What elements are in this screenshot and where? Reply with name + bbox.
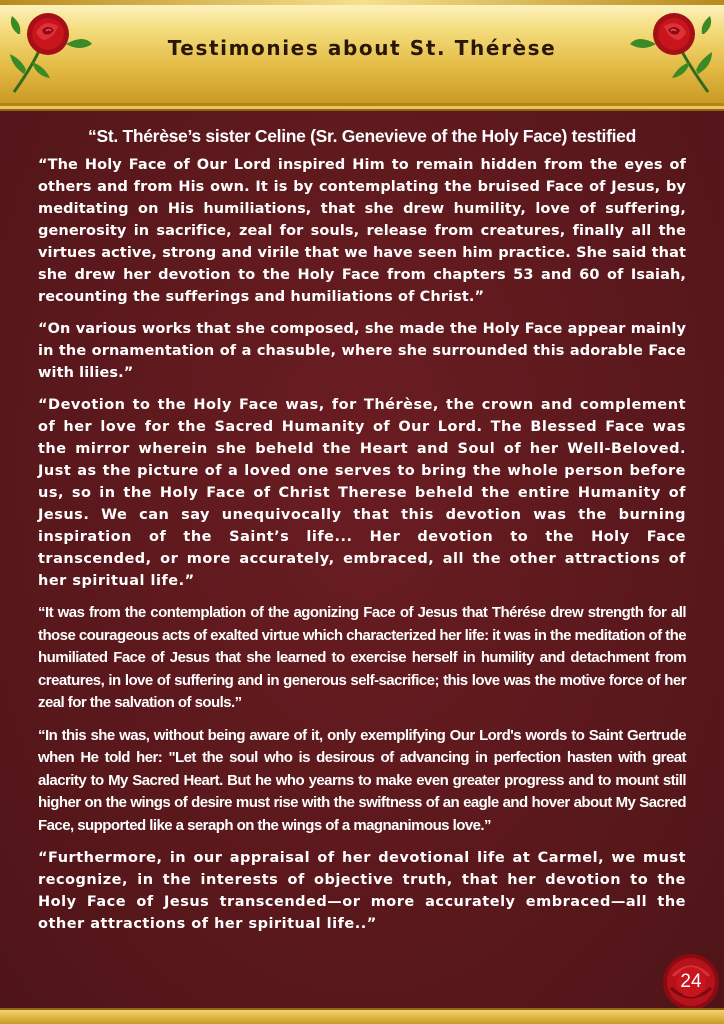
page-title: Testimonies about St. Thérèse [167,36,557,60]
header-banner [0,0,724,106]
red-rose-icon [626,4,718,96]
section-subtitle: “St. Thérèse’s sister Celine (Sr. Genevieve of the Holy Face) testified [88,126,636,146]
page-number: 24 [680,971,702,992]
testimony-paragraph: “It was from the contemplation of the agonizing Face of Jesus that Thérése drew strength for all those courageous acts of exalted virtue which characterized her life: it was in the meditation of the humiliated Face of Jesus that she learned to exercise herself in humility and detachment from creatures, in love of suffering and in generous self-sacrifice; this love was the motive force of her zeal for the salvation of souls.” [38,604,686,711]
testimony-paragraph: “On various works that she composed, she made the Holy Face appear mainly in the ornamentation of a chasuble, where she surrounded this adorable Face with lilies.” [38,321,686,381]
footer-band [0,1008,724,1024]
testimony-paragraph: “In this she was, without being aware of it, only exemplifying Our Lord's words to Saint Gertrude when He told her: "Let the soul who is desirous of advancing in perfection hasten with great alacrity to My Sacred Heart. But he who yearns to make even greater progress and to mount still higher on the wings of desire must rise with the swiftness of an eagle and hover about My Sacred Face, supported like a seraph on the wings of a magnanimous love.” [38,726,686,834]
testimonies-content [38,126,686,945]
testimony-paragraph: “Furthermore, in our appraisal of her devotional life at Carmel, we must recognize, in the interests of objective truth, that her devotion to the Holy Face of Jesus transcended—or more accurately embraced—all the other attractions of her spiritual life..” [38,850,686,932]
page-number-badge [661,952,721,1012]
testimony-paragraph: “The Holy Face of Our Lord inspired Him to remain hidden from the eyes of others and from His own. It is by contemplating the bruised Face of Jesus, by meditating on His humiliations, that she drew humility, love of suffering, generosity in sacrifice, zeal for souls, release from creatures, finally all the virtues active, strong and virile that we have seen him practice. She said that she drew her devotion to the Holy Face from chapters 53 and 60 of Isaiah, recounting the sufferings and humiliations of Christ.” [38,157,686,305]
testimony-paragraph: “Devotion to the Holy Face was, for Thérèse, the crown and complement of her love for the Sacred Humanity of Our Lord. The Blessed Face was the mirror wherein she beheld the Heart and Soul of her Well-Beloved. Just as the picture of a loved one serves to bring the whole person before us, so in the Holy Face of Christ Therese beheld the entire Humanity of Jesus. We can say unequivocally that this devotion was the burning inspiration of the Saint’s life... Her devotion to the Holy Face transcended, or more accurately, embraced, all the other attractions of her spiritual life.” [38,397,686,589]
